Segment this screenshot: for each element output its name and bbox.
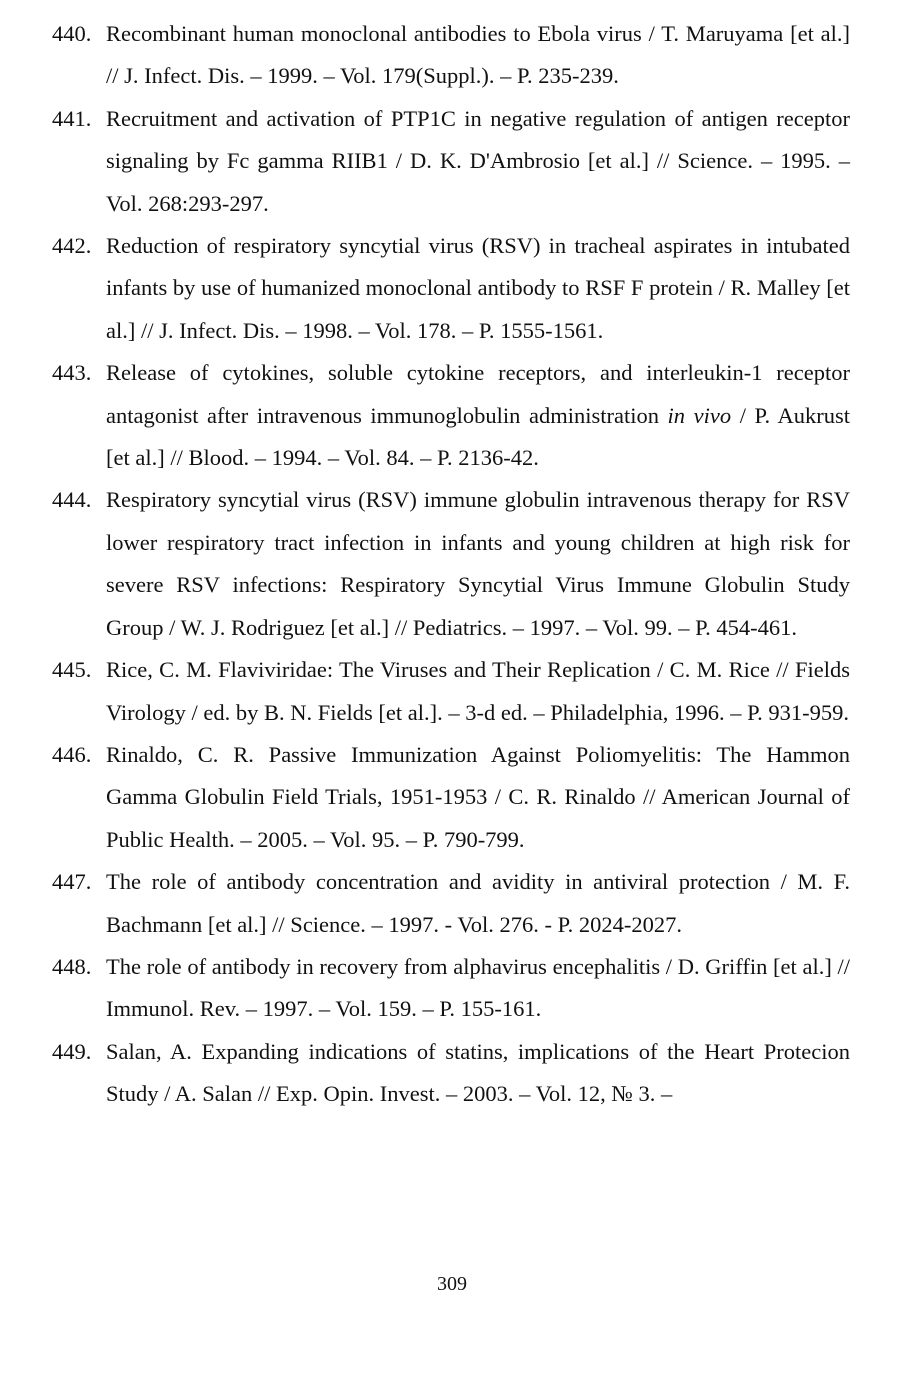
reference-item [52, 98, 850, 225]
reference-item [52, 225, 850, 352]
reference-text: Respiratory syncytial virus (RSV) immune globulin intravenous therapy for RSV lower respiratory tract infection in infants and young children at high risk for severe RSV infections: Respiratory Syncytial Virus Immune Globulin Study Group / W. J. Rodriguez [et al.] // Pediatrics. – 1997. – Vol. 99. – P. 454-461. [106, 487, 850, 640]
reference-text-part: Release of cytokines, soluble cytokine receptors, and interleukin-1 receptor antagonist after intravenous immunoglobulin administration [106, 360, 850, 428]
reference-item [52, 946, 850, 1031]
reference-number: 441. [52, 105, 92, 131]
reference-text: The role of antibody concentration and avidity in antiviral protection / M. F. Bachmann [et al.] // Science. – 1997. - Vol. 276. - P. 2024-2027. [106, 869, 850, 937]
reference-text: The role of antibody in recovery from alphavirus encephalitis / D. Griffin [et al.] // Immunol. Rev. – 1997. – Vol. 159. – P. 155-161. [106, 953, 850, 1022]
page-number: 309 [437, 1273, 467, 1295]
reference-text: Rinaldo, C. R. Passive Immunization Against Poliomyelitis: The Hammon Gamma Globulin Field Trials, 1951-1953 / C. R. Rinaldo // American Journal of Public Health. – 2005. – Vol. 95. – P. 790-799. [106, 741, 850, 852]
reference-text: Recruitment and activation of PTP1C in negative regulation of antigen receptor signaling by Fc gamma RIIB1 / D. K. D'Ambrosio [et al.] // Science. – 1995. – Vol. 268:293-297. [106, 105, 850, 216]
reference-item [52, 1031, 850, 1116]
reference-text: Reduction of respiratory syncytial virus (RSV) in tracheal aspirates in intubated infants by use of humanized monoclonal antibody to RSF F protein / R. Malley [et al.] // J. Infect. Dis. – 1998. – Vol. 178. – P. 1555-1561. [106, 233, 850, 343]
reference-number: 440. [52, 21, 92, 46]
reference-item [52, 649, 850, 734]
reference-number: 446. [52, 741, 92, 767]
reference-number: 447. [52, 869, 92, 895]
reference-item [52, 861, 850, 946]
reference-number: 443. [52, 360, 92, 386]
reference-text-part: / P. Aukrust [et al.] // Blood. – 1994. – Vol. 84. – P. 2136-42. [106, 402, 850, 471]
reference-text: Salan, A. Expanding indications of statins, implications of the Heart Protecion Study / A. Salan // Exp. Opin. Invest. – 2003. – Vol. 12, № 3. – [106, 1038, 850, 1107]
reference-item [52, 13, 850, 98]
reference-number: 449. [52, 1038, 92, 1064]
reference-list [52, 13, 850, 1116]
reference-text [106, 352, 850, 479]
reference-item [52, 352, 850, 479]
reference-item [52, 734, 850, 861]
reference-text: Recombinant human monoclonal antibodies to Ebola virus / T. Maruyama [et al.] // J. Infect. Dis. – 1999. – Vol. 179(Suppl.). – P. 235-239. [106, 21, 850, 89]
reference-number: 445. [52, 657, 92, 683]
reference-italic-term: in vivo [667, 402, 732, 428]
reference-number: 442. [52, 233, 92, 259]
reference-text: Rice, C. M. Flaviviridae: The Viruses and Their Replication / C. M. Rice // Fields Virology / ed. by B. N. Fields [et al.]. – 3-d ed. – Philadelphia, 1996. – P. 931-959. [106, 657, 850, 725]
reference-number: 444. [52, 487, 92, 513]
reference-number: 448. [52, 953, 92, 979]
reference-item [52, 479, 850, 649]
